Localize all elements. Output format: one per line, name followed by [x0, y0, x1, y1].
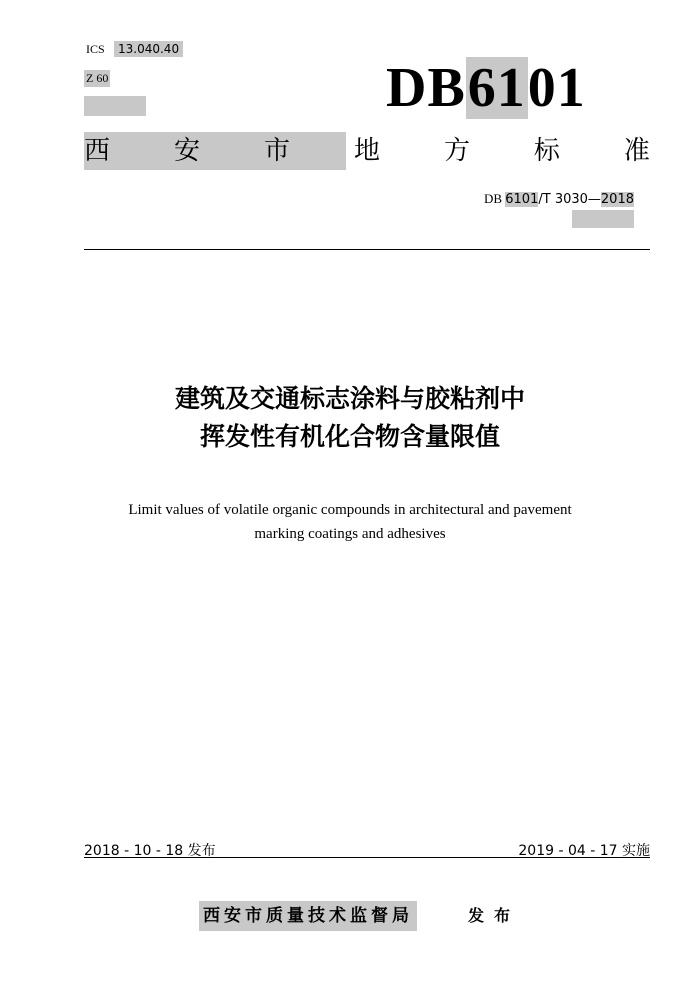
standard-number	[484, 191, 634, 207]
title-en-line-1: Limit values of volatile organic compounds in architectural and pavement	[128, 502, 572, 518]
standard-number-highlight-bar	[572, 210, 634, 228]
standard-number-middle: /T 3030—	[538, 192, 601, 207]
standard-number-area-code: 6101	[505, 192, 539, 207]
standard-type	[84, 132, 650, 170]
standard-type-char: 安	[173, 136, 200, 166]
standard-type-char: 市	[263, 136, 290, 166]
top-divider	[84, 249, 650, 250]
standard-number-prefix: DB	[483, 191, 506, 206]
issuing-authority: 西安市质量技术监督局	[199, 901, 417, 931]
db-code-highlight: 61	[467, 57, 526, 119]
ics-label: ICS	[86, 42, 105, 56]
standard-type-char: 准	[623, 136, 650, 166]
document-title-cn	[60, 380, 640, 456]
ccs-code: Z 60	[86, 71, 109, 85]
standard-type-char: 地	[353, 136, 380, 166]
title-en-line-2: marking coatings and adhesives	[254, 526, 446, 542]
document-title-en	[90, 498, 610, 546]
standard-type-char: 西	[84, 136, 111, 166]
title-cn-line-1: 建筑及交通标志涂料与胶粘剂中	[174, 384, 525, 413]
issue-date: 2018 - 10 - 18 发布	[84, 843, 216, 859]
standard-number-year: 2018	[600, 192, 634, 207]
db-prefix: DB	[386, 57, 466, 119]
db-standard-logo	[386, 56, 586, 120]
implementation-date: 2019 - 04 - 17 实施	[518, 843, 650, 859]
db-code-rest: 01	[527, 57, 586, 119]
bottom-divider	[84, 857, 650, 858]
ccs-highlight-bar	[84, 96, 146, 116]
issue-label: 发布	[468, 906, 521, 925]
standard-type-char: 标	[533, 136, 560, 166]
standard-type-char: 方	[443, 136, 470, 166]
title-cn-line-2: 挥发性有机化合物含量限值	[199, 422, 500, 451]
ics-code: 13.040.40	[114, 41, 183, 57]
